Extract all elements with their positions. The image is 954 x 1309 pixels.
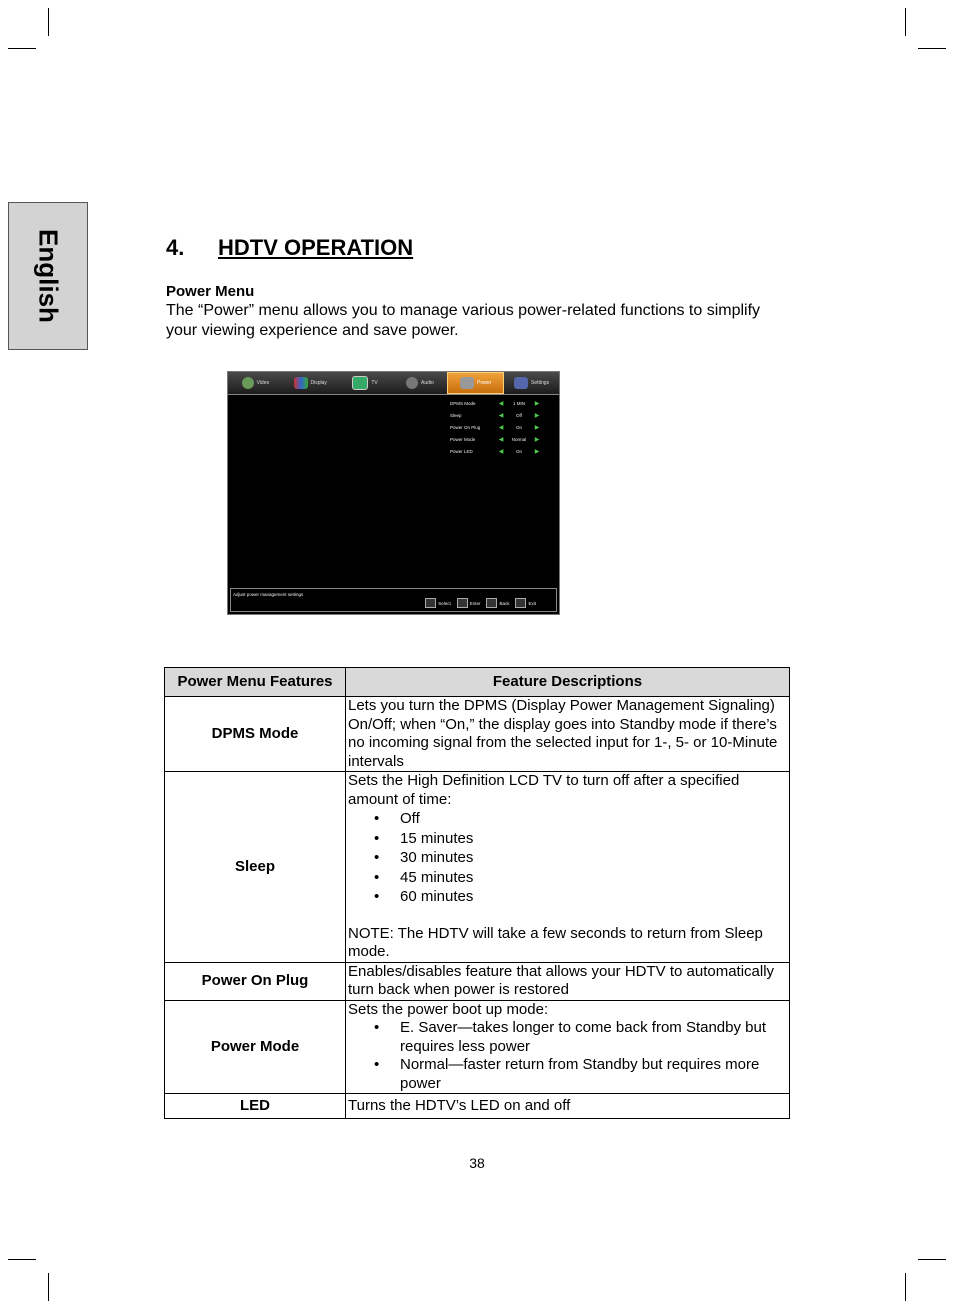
crop-mark <box>48 8 49 36</box>
osd-row-dpms-mode: DPMS Mode ◀ 1 MIN ▶ <box>450 397 560 409</box>
osd-tab-bar <box>228 372 559 395</box>
exit-key-icon <box>515 598 526 608</box>
table-header-row <box>165 668 790 697</box>
crop-mark <box>918 1259 946 1260</box>
list-item: • E. Saver—takes longer to come back from Standby but requires less power <box>400 1019 789 1056</box>
list-item: • Off <box>400 809 789 829</box>
arrow-right-icon: ▶ <box>534 424 540 431</box>
select-key-icon <box>425 598 436 608</box>
arrow-right-icon: ▶ <box>534 448 540 455</box>
list-item: • 60 minutes <box>400 887 789 907</box>
feature-name: Power On Plug <box>165 962 346 1000</box>
feature-name: Sleep <box>165 772 346 963</box>
crop-mark <box>905 1273 906 1301</box>
arrow-left-icon: ◀ <box>498 400 504 407</box>
power-mode-options-list <box>348 1019 789 1093</box>
sleep-options-list <box>348 809 789 907</box>
list-item: • 45 minutes <box>400 868 789 888</box>
feature-description: Lets you turn the DPMS (Display Power Management Signaling) On/Off; when “On,” the display goes into Standby mode if there’s no incoming signal from the selected input for 1-, 5- or 10-Minute intervals <box>346 697 790 772</box>
sleep-note: NOTE: The HDTV will take a few seconds to return from Sleep mode. <box>348 924 763 960</box>
speaker-icon <box>406 377 418 389</box>
back-key-icon <box>486 598 497 608</box>
feature-name: Power Mode <box>165 1000 346 1094</box>
crop-mark <box>48 1273 49 1301</box>
arrow-right-icon: ▶ <box>534 400 540 407</box>
osd-row-power-mode: Power Mode ◀ Normal ▶ <box>450 433 560 445</box>
display-icon <box>294 377 308 389</box>
list-item: • 15 minutes <box>400 829 789 849</box>
chapter-title: HDTV OPERATION <box>218 235 414 260</box>
column-header: Feature Descriptions <box>346 668 790 697</box>
chapter-number: 4. <box>166 235 185 260</box>
feature-name: DPMS Mode <box>165 697 346 772</box>
table-row <box>165 962 790 1000</box>
arrow-left-icon: ◀ <box>498 412 504 419</box>
crop-mark <box>8 48 36 49</box>
crop-mark <box>8 1259 36 1260</box>
film-reel-icon <box>242 377 254 389</box>
osd-key-legend: Select Enter Back Exit <box>425 598 536 608</box>
feature-description: Enables/disables feature that allows your HDTV to automatically turn back when power is restored <box>346 962 790 1000</box>
crop-mark <box>918 48 946 49</box>
page-number: 38 <box>469 1155 485 1171</box>
osd-tab-settings: Settings <box>504 372 559 394</box>
feature-description: Sets the High Definition LCD TV to turn off after a specified amount of time: • Off • 15 minutes • 30 minutes • 45 minutes • 60 minutes NOTE: The HDTV will take a few seconds to return from Sleep mode. <box>346 772 790 963</box>
osd-row-sleep: Sleep ◀ Off ▶ <box>450 409 560 421</box>
feature-description: Sets the power boot up mode: • E. Saver—takes longer to come back from Standby but requires less power • Normal—faster return from Standby but requires more power <box>346 1000 790 1094</box>
settings-icon <box>514 377 528 389</box>
osd-tab-audio: Audio <box>392 372 447 394</box>
power-features-table <box>164 667 790 1119</box>
feature-name: LED <box>165 1094 346 1119</box>
list-item: • Normal—faster return from Standby but requires more power <box>400 1056 789 1093</box>
chapter-heading <box>166 235 413 261</box>
arrow-left-icon: ◀ <box>498 448 504 455</box>
table-row <box>165 697 790 772</box>
enter-key-icon <box>457 598 468 608</box>
osd-tab-display: Display <box>283 372 338 394</box>
osd-menu-screenshot <box>227 371 560 615</box>
arrow-right-icon: ▶ <box>534 412 540 419</box>
osd-tab-tv: TV <box>338 372 393 394</box>
arrow-left-icon: ◀ <box>498 436 504 443</box>
section-title: Power Menu <box>166 283 255 300</box>
language-label: English <box>33 229 64 323</box>
table-row <box>165 1094 790 1119</box>
list-item: • 30 minutes <box>400 848 789 868</box>
arrow-left-icon: ◀ <box>498 424 504 431</box>
language-side-tab <box>8 202 88 350</box>
crop-mark <box>905 8 906 36</box>
osd-help-bar <box>230 588 557 612</box>
column-header: Power Menu Features <box>165 668 346 697</box>
osd-tab-power: Power <box>447 372 504 394</box>
osd-hint-text: Adjust power management settings <box>233 592 304 597</box>
osd-tab-video: Video <box>228 372 283 394</box>
osd-row-power-led: Power LED ◀ On ▶ <box>450 445 560 457</box>
plug-icon <box>460 377 474 389</box>
section-intro: The “Power” menu allows you to manage various power-related functions to simplify your viewing experience and save power. <box>166 302 761 339</box>
osd-row-power-on-plug: Power On Plug ◀ On ▶ <box>450 421 560 433</box>
arrow-right-icon: ▶ <box>534 436 540 443</box>
table-row <box>165 1000 790 1094</box>
feature-description: Turns the HDTV’s LED on and off <box>346 1094 790 1119</box>
osd-settings-list <box>450 397 560 457</box>
table-row <box>165 772 790 963</box>
tv-icon <box>352 376 368 390</box>
